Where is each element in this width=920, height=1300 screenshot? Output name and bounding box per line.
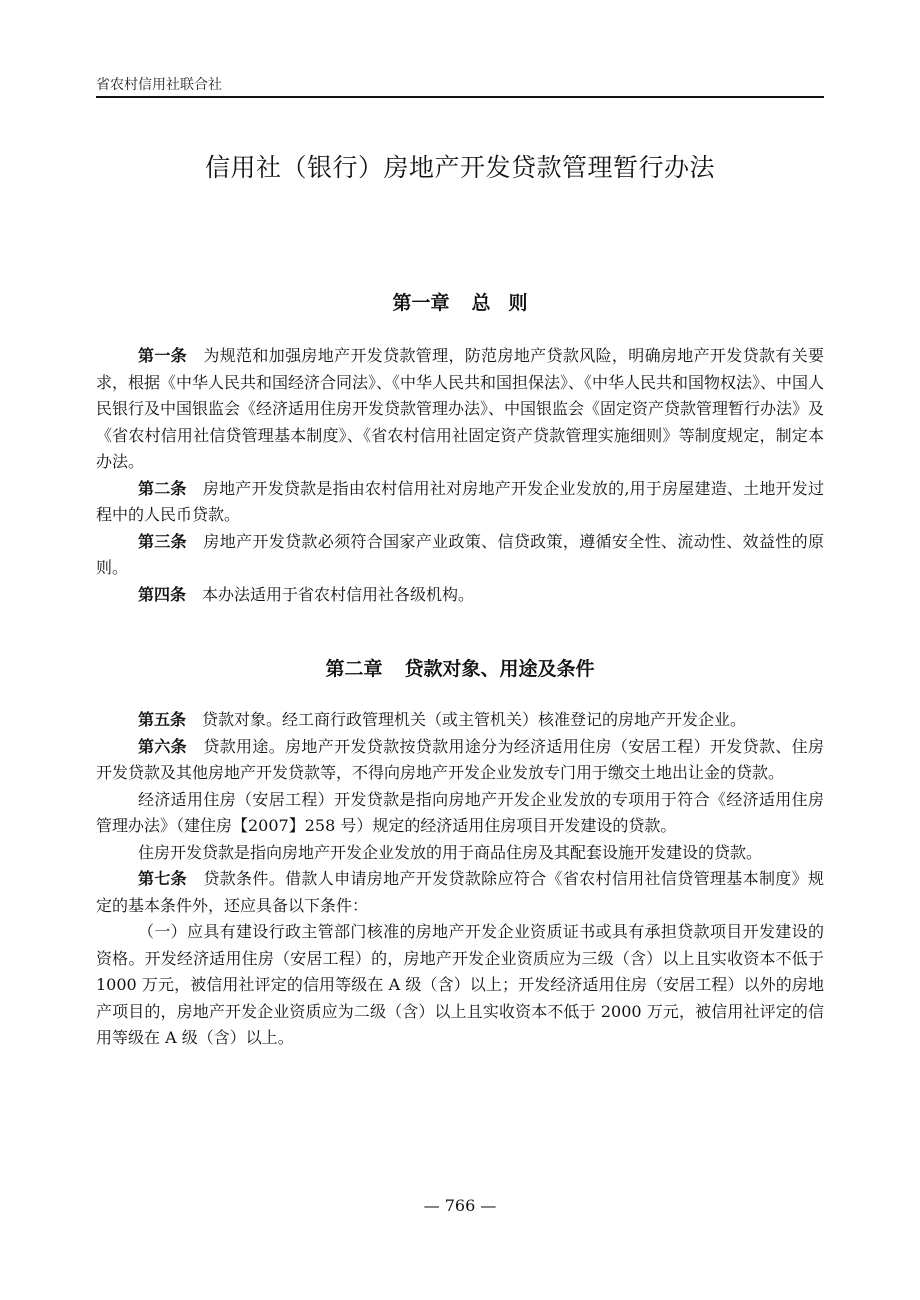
article-2 bbox=[96, 476, 824, 529]
article-6-label: 第六条 bbox=[138, 736, 188, 756]
article-7-text: 贷款条件。借款人申请房地产开发贷款除应符合《省农村信用社信贷管理基本制度》规定的基本条件外，还应具备以下条件： bbox=[96, 869, 824, 915]
article-7-label: 第七条 bbox=[138, 869, 188, 888]
article-3 bbox=[96, 529, 824, 582]
article-4-label: 第四条 bbox=[138, 584, 187, 604]
article-2-label: 第二条 bbox=[138, 478, 187, 498]
article-4 bbox=[96, 582, 824, 609]
article-6 bbox=[96, 734, 824, 787]
chapter-1-number: 第一章 bbox=[392, 292, 450, 314]
chapter-1-body bbox=[96, 343, 824, 608]
chapter-2-name: 贷款对象、用途及条件 bbox=[404, 658, 595, 680]
page-number: — 766 — bbox=[423, 1196, 497, 1215]
article-3-text: 房地产开发贷款必须符合国家产业政策、信贷政策，遵循安全性、流动性、效益性的原则。 bbox=[96, 531, 824, 577]
article-5-text: 贷款对象。经工商行政管理机关（或主管机关）核准登记的房地产开发企业。 bbox=[202, 710, 747, 729]
article-1-label: 第一条 bbox=[138, 346, 188, 365]
chapter-2-body bbox=[96, 707, 824, 1052]
document-title: 信用社（银行）房地产开发贷款管理暂行办法 bbox=[204, 153, 715, 182]
article-6-paragraph-a: 经济适用住房（安居工程）开发贷款是指向房地产开发企业发放的专项用于符合《经济适用住房管理办法》（建住房【2007】258 号）规定的经济适用住房项目开发建设的贷款。 bbox=[96, 789, 824, 835]
header-divider bbox=[96, 96, 824, 98]
article-3-label: 第三条 bbox=[138, 531, 188, 551]
article-7-item-1: （一）应具有建设行政主管部门核准的房地产开发企业资质证书或具有承担贷款项目开发建设的资格。开发经济适用住房（安居工程）的，房地产开发企业资质应为三级（含）以上且实收资本不低于 1000 万元，被信用社评定的信用等级在 A 级（含）以上；开发经济适用住房（安居工程）以外的房地产项目的，房地产开发企业资质应为二级（含）以上且实收资本不低于 2000 万元，被信用社评定的信用等级在 A 级（含）以上。 bbox=[96, 922, 824, 1047]
chapter-1-name-b: 则 bbox=[508, 292, 528, 314]
article-5 bbox=[96, 707, 824, 734]
chapter-1-name-a: 总 bbox=[471, 292, 491, 314]
chapter-2-heading bbox=[96, 654, 824, 681]
article-6-text: 贷款用途。房地产开发贷款按贷款用途分为经济适用住房（安居工程）开发贷款、住房开发贷款及其他房地产开发贷款等，不得向房地产开发企业发放专门用于缴交土地出让金的贷款。 bbox=[96, 736, 824, 782]
header-organization: 省农村信用社联合社 bbox=[96, 77, 222, 93]
article-5-label: 第五条 bbox=[138, 710, 187, 729]
article-2-text: 房地产开发贷款是指由农村信用社对房地产开发企业发放的,用于房屋建造、土地开发过程中的人民币贷款。 bbox=[96, 478, 824, 524]
article-1-text: 为规范和加强房地产开发贷款管理，防范房地产贷款风险，明确房地产开发贷款有关要求，根据《中华人民共和国经济合同法》、《中华人民共和国担保法》、《中华人民共和国物权法》、中国人民银行及中国银监会《经济适用住房开发贷款管理办法》、中国银监会《固定资产贷款管理暂行办法》及《省农村信用社信贷管理基本制度》、《省农村信用社固定资产贷款管理实施细则》等制度规定，制定本办法。 bbox=[96, 346, 825, 471]
article-4-text: 本办法适用于省农村信用社各级机构。 bbox=[202, 584, 475, 604]
chapter-1-heading bbox=[96, 288, 824, 315]
article-7 bbox=[96, 866, 824, 919]
article-6-paragraph-b: 住房开发贷款是指向房地产开发企业发放的用于商品住房及其配套设施开发建设的贷款。 bbox=[138, 842, 763, 862]
article-1 bbox=[96, 343, 824, 476]
chapter-2-number: 第二章 bbox=[325, 658, 383, 680]
